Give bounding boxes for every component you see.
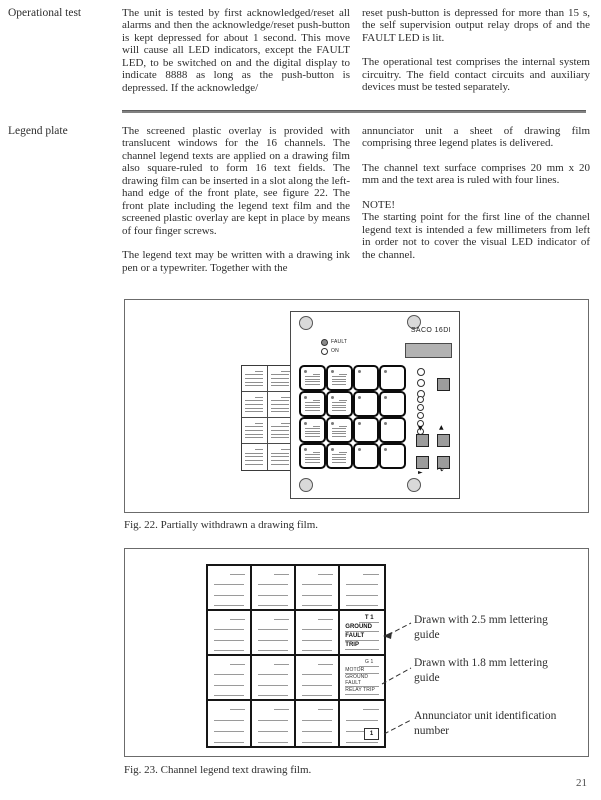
section-label-legend-plate: Legend plate [8, 125, 68, 137]
led-icon [417, 396, 424, 403]
legend-text-line: G 1 [359, 660, 379, 667]
ruled-line [346, 595, 379, 596]
channel-window [326, 391, 353, 417]
ruled-line [255, 449, 264, 450]
arrow-up-icon: ▲ [439, 424, 444, 431]
ruled-line [245, 426, 263, 427]
finger-screw-icon [299, 316, 313, 330]
ruled-line [302, 742, 333, 743]
paragraph: The legend text may be written with a drawing ink pen or a typewriter. Together with the [122, 249, 350, 274]
channel-window-grid [299, 365, 406, 469]
led-icon [417, 368, 425, 376]
ruled-line [305, 436, 319, 437]
paragraph: reset push-button is depressed for more than 15 s, the self supervision output relay drops of and the FAULT LED is lit. [362, 7, 590, 44]
ruled-line [214, 731, 245, 732]
film-lines [304, 372, 321, 386]
ruled-line [271, 453, 289, 454]
on-led-label: ON [331, 348, 339, 354]
ruled-line [214, 629, 245, 630]
arrow-right-icon: ► [418, 469, 423, 476]
ruled-line [346, 584, 379, 585]
ruled-line [302, 720, 333, 721]
ruled-line [258, 605, 289, 606]
channel-window [299, 417, 326, 443]
ruled-line [281, 371, 290, 372]
ruled-line [271, 426, 289, 427]
ruled-line [255, 397, 264, 398]
panel-button [416, 434, 429, 447]
fault-led-label: FAULT [331, 339, 348, 345]
ruled-line [305, 462, 319, 463]
leader-line [384, 720, 411, 734]
panel-button [437, 434, 450, 447]
ruled-line [313, 400, 320, 401]
led-icon [417, 404, 424, 411]
paragraph: The channel text surface comprises 20 mm x 20 mm and the text area is ruled with four lines. [362, 161, 590, 187]
ruled-line [281, 423, 290, 424]
channel-window [353, 391, 380, 417]
ruled-line [255, 423, 264, 424]
film-lines [304, 424, 321, 438]
ruled-line [258, 742, 289, 743]
film-lines [304, 450, 321, 464]
led-column-top [417, 368, 425, 398]
ruled-line [302, 695, 333, 696]
legend-text-line: RELAY TRIP [345, 688, 378, 695]
ruled-line [305, 410, 319, 411]
ruled-line [274, 574, 289, 575]
legend-text-line: MOTOR [345, 668, 378, 675]
ruled-line [305, 459, 319, 460]
channel-window [379, 443, 406, 469]
film-cell [242, 444, 268, 470]
ruled-line [245, 460, 263, 461]
ruled-line [230, 709, 245, 710]
panel-button [416, 456, 429, 469]
ruled-line [245, 434, 263, 435]
channel-window [326, 443, 353, 469]
ruled-line [214, 742, 245, 743]
film-cell [242, 392, 268, 418]
legend-text-film-grid [206, 564, 386, 748]
ruled-line [305, 384, 319, 385]
legend-plate-column-1 [122, 125, 350, 274]
legend-blank-cell [208, 566, 252, 611]
ruled-line [305, 433, 319, 434]
ruled-line [258, 720, 289, 721]
ruled-line [305, 454, 319, 455]
section-divider [122, 110, 586, 113]
ruled-line [230, 574, 245, 575]
legend-text-line: GROUND FAULT [345, 675, 378, 687]
channel-window [326, 365, 353, 391]
ruled-line [245, 464, 263, 465]
ruled-line [214, 605, 245, 606]
ruled-line [302, 605, 333, 606]
ruled-line [332, 428, 346, 429]
on-led-icon [321, 348, 328, 355]
ruled-line [305, 381, 319, 382]
digital-display [405, 343, 452, 358]
channel-led-icon [358, 370, 361, 373]
ruled-line [281, 449, 290, 450]
channel-led-icon [384, 448, 387, 451]
legend-blank-cell [296, 566, 340, 611]
ruled-line [245, 437, 263, 438]
ruled-line [271, 460, 289, 461]
fault-led-row [321, 339, 347, 345]
channel-window [299, 365, 326, 391]
ruled-line [274, 664, 289, 665]
ruled-line [230, 619, 245, 620]
ruled-line [271, 400, 289, 401]
ruled-line [318, 619, 333, 620]
film-cell [242, 366, 268, 392]
channel-led-icon [358, 448, 361, 451]
ruled-line [302, 629, 333, 630]
unit-id-box: 1 [364, 728, 379, 740]
fault-led-icon [321, 339, 328, 346]
paragraph: The operational test comprises the internal system circuitry. The field contact circuits and auxiliary devices must be tested separately. [362, 56, 590, 94]
annotation-lettering-25: Drawn with 2.5 mm lettering guide [414, 614, 548, 641]
operational-test-column-1 [122, 7, 350, 94]
legend-blank-cell [252, 656, 296, 701]
ruled-line [332, 405, 346, 406]
panel-title: SACO 16DI [410, 327, 451, 334]
ruled-line [313, 426, 320, 427]
ruled-line [332, 454, 346, 455]
ruled-line [332, 402, 346, 403]
ruled-line [305, 376, 319, 377]
ruled-line [302, 640, 333, 641]
ruled-line [332, 410, 346, 411]
finger-screw-icon [407, 478, 421, 492]
withdrawn-drawing-film [241, 365, 294, 471]
ruled-line [313, 374, 320, 375]
ruled-line [245, 378, 263, 379]
ruled-line [339, 374, 346, 375]
finger-screw-icon [299, 478, 313, 492]
legend-blank-cell [208, 611, 252, 656]
ruled-line [214, 650, 245, 651]
film-lines [331, 372, 348, 386]
ruled-line [245, 408, 263, 409]
legend-blank-cell [252, 566, 296, 611]
ruled-line [332, 431, 346, 432]
operational-test-column-2 [362, 7, 590, 94]
channel-led-icon [384, 422, 387, 425]
ruled-line [255, 371, 264, 372]
ruled-line [302, 674, 333, 675]
channel-window [299, 391, 326, 417]
ruled-line [332, 433, 346, 434]
ruled-line [271, 464, 289, 465]
ruled-line [245, 404, 263, 405]
paragraph: The starting point for the first line of the channel legend text is intended a few millimeters from left in order not to cover the visual LED indicator of the channel. [362, 211, 590, 261]
ruled-line [271, 378, 289, 379]
leader-line [382, 668, 411, 684]
ruled-line [302, 685, 333, 686]
ruled-line [318, 664, 333, 665]
channel-window [353, 365, 380, 391]
ruled-line [302, 584, 333, 585]
ruled-line [332, 384, 346, 385]
led-icon [417, 379, 425, 387]
legend-blank-cell [340, 566, 384, 611]
ruled-line [305, 405, 319, 406]
figure-22 [124, 299, 589, 513]
ruled-line [258, 685, 289, 686]
ruled-line [271, 437, 289, 438]
paragraph: The screened plastic overlay is provided with translucent windows for the 16 channels. The channel legend texts are applied on a drawing film also square-ruled to form 16 text fields. The drawing film can be inserted in a slot along the left-hand edge of the front plate, see figure 22. The front plate including the legend text film and the screened plastic overlay are kept in place by means of four finger screws. [122, 125, 350, 237]
note-heading: NOTE! [362, 198, 395, 211]
ruled-line [258, 650, 289, 651]
ruled-line [271, 430, 289, 431]
led-icon [417, 412, 424, 419]
figure-23-caption: Fig. 23. Channel legend text drawing film. [124, 764, 312, 776]
ruled-line [245, 374, 263, 375]
ruled-line [214, 720, 245, 721]
ruled-line [305, 431, 319, 432]
annotation-id-number: Annunciator unit identification number [414, 710, 557, 737]
ruled-line [332, 436, 346, 437]
ruled-line [245, 385, 263, 386]
ruled-line [332, 381, 346, 382]
ruled-line [346, 742, 379, 743]
legend-text-line: TRIP [345, 642, 378, 650]
ruled-line [274, 619, 289, 620]
channel-window [326, 417, 353, 443]
film-lines [331, 450, 348, 464]
ruled-line [271, 456, 289, 457]
ruled-line [281, 397, 290, 398]
ruled-line [258, 584, 289, 585]
ruled-line [313, 452, 320, 453]
ruled-line [332, 407, 346, 408]
ruled-line [305, 379, 319, 380]
ruled-line [258, 629, 289, 630]
ruled-line [305, 457, 319, 458]
channel-led-icon [384, 396, 387, 399]
channel-led-icon [384, 370, 387, 373]
ruled-line [318, 574, 333, 575]
ruled-line [271, 374, 289, 375]
ruled-line [271, 411, 289, 412]
legend-text-line: FAULT [345, 633, 378, 641]
ruled-line [271, 382, 289, 383]
channel-led-icon [358, 396, 361, 399]
ruled-line [332, 376, 346, 377]
ruled-line [214, 595, 245, 596]
ruled-line [332, 459, 346, 460]
ruled-line [245, 453, 263, 454]
arrow-down-icon: ▼ [418, 425, 423, 432]
legend-blank-cell [252, 701, 296, 746]
channel-window [379, 417, 406, 443]
ruled-line [305, 402, 319, 403]
ruled-line [339, 452, 346, 453]
channel-window [299, 443, 326, 469]
ruled-line [258, 640, 289, 641]
ruled-line [339, 400, 346, 401]
ruled-line [271, 404, 289, 405]
leader-line [388, 623, 411, 635]
legend-blank-cell [340, 701, 384, 746]
ruled-line [271, 434, 289, 435]
ruled-line [332, 379, 346, 380]
ruled-line [271, 408, 289, 409]
ruled-line [363, 574, 379, 575]
ruled-line [214, 640, 245, 641]
ruled-line [302, 650, 333, 651]
legend-blank-cell [208, 656, 252, 701]
paragraph: The unit is tested by first acknowledged/reset all alarms and then the acknowledge/reset push-button is kept depressed for about 1 second. This move will cause all LED indicators, except the FAULT LED, to be switched on and the digital display to indicate 8888 as long as the push-button is depressed. If the acknowledge/ [122, 7, 350, 94]
paragraph: annunciator unit a sheet of drawing film comprising three legend plates is delivered. [362, 125, 590, 150]
ruled-line [214, 674, 245, 675]
channel-led-icon [358, 422, 361, 425]
figure-22-caption: Fig. 22. Partially withdrawn a drawing film. [124, 519, 318, 531]
ruled-line [339, 426, 346, 427]
ruled-line [214, 695, 245, 696]
legend-plate-column-2 [362, 125, 590, 261]
ruled-line [245, 382, 263, 383]
ruled-line [258, 731, 289, 732]
annotation-lettering-18: Drawn with 1.8 mm lettering guide [414, 657, 548, 684]
legend-blank-cell [296, 656, 340, 701]
channel-window [353, 417, 380, 443]
panel-button [437, 378, 450, 391]
ruled-line [258, 695, 289, 696]
ruled-line [230, 664, 245, 665]
ruled-line [245, 400, 263, 401]
legend-text-line: T 1 [359, 615, 379, 623]
legend-blank-cell [296, 611, 340, 656]
ruled-line [245, 456, 263, 457]
ruled-line [346, 720, 379, 721]
ruled-line [363, 709, 379, 710]
film-lines [331, 398, 348, 412]
film-lines [331, 424, 348, 438]
ruled-line [302, 731, 333, 732]
ruled-line [245, 411, 263, 412]
channel-window [353, 443, 380, 469]
ruled-line [346, 605, 379, 606]
legend-text-cell [340, 611, 384, 656]
ruled-line [318, 709, 333, 710]
ruled-line [271, 385, 289, 386]
ruled-line [305, 428, 319, 429]
ruled-line [305, 407, 319, 408]
section-label-operational-test: Operational test [8, 7, 82, 19]
ruled-line [332, 457, 346, 458]
saco-annunciator-panel [290, 311, 460, 499]
on-led-row [321, 348, 339, 354]
legend-text-cell [340, 656, 384, 701]
film-cell [242, 418, 268, 444]
channel-window [379, 391, 406, 417]
ruled-line [214, 584, 245, 585]
channel-window [379, 365, 406, 391]
ruled-line [274, 709, 289, 710]
ruled-line [332, 462, 346, 463]
film-lines [304, 398, 321, 412]
page-number: 21 [576, 777, 587, 789]
legend-text-line: GROUND [345, 624, 378, 632]
ruled-line [245, 430, 263, 431]
legend-blank-cell [296, 701, 340, 746]
ruled-line [214, 685, 245, 686]
ruled-line [302, 595, 333, 596]
arrow-rotate-icon: ↷ [437, 466, 444, 475]
legend-blank-cell [252, 611, 296, 656]
legend-blank-cell [208, 701, 252, 746]
figure-23 [124, 548, 589, 757]
ruled-line [258, 595, 289, 596]
ruled-line [258, 674, 289, 675]
